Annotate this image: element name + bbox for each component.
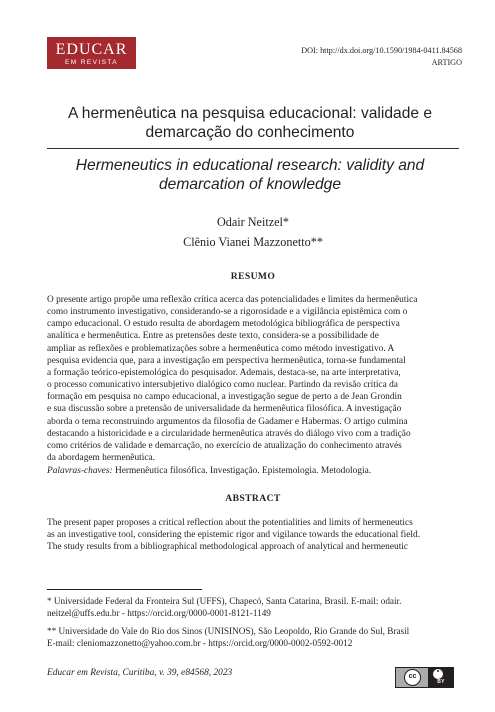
resumo-line: como critérios de validade e demarcação, no exercício de atualização do conhecimento através <box>47 440 402 451</box>
creative-commons-by-icon[interactable] <box>395 667 454 688</box>
footnote-2-line2: E-mail: cleniomazzonetto@yahoo.com.br - https://orcid.org/0000-0002-0592-0012 <box>47 638 353 649</box>
footnote-divider <box>47 589 202 590</box>
abstract-body <box>47 517 459 553</box>
resumo-line: campo educacional. O estudo resulta de abordagem metodológica bibliográfica de perspectiva <box>47 319 400 330</box>
resumo-line: da abordagem hermenêutica. <box>47 453 156 464</box>
footnote-2-line1: ** Universidade do Vale do Rio dos Sinos (UNISINOS), São Leopoldo, Rio Grande do Sul, Brasil <box>47 626 410 636</box>
resumo-line: O presente artigo propõe uma reflexão crítica acerca das potencialidades e limites da hermenêutica <box>47 295 418 305</box>
cc-logo-icon: cc <box>404 669 421 686</box>
cc-left-panel <box>396 668 428 687</box>
logo-subtitle: EM REVISTA <box>65 59 118 66</box>
title-en-line1: Hermeneutics in educational research: validity and <box>75 157 425 174</box>
author-2: Clênio Vianei Mazzonetto** <box>183 235 323 249</box>
resumo-heading: RESUMO <box>230 271 276 282</box>
resumo-line: o processo comunicativo intersubjetivo dialógico como nuclear. Partindo da revisão crítica da <box>47 380 398 391</box>
resumo-line: aborda o tema reconstruindo argumentos da filosofia de Gadamer e Habermas. O artigo culmina <box>47 416 408 427</box>
footnote-1-line1: * Universidade Federal da Fronteira Sul (UFFS), Chapecó, Santa Catarina, Brasil. E-mail: odair. <box>47 596 402 606</box>
resumo-line: destacando a historicidade e a circularidade hermenêutica através do diálogo vivo com a tradição <box>47 428 411 439</box>
title-portuguese <box>40 104 460 142</box>
abstract-line: as an investigative tool, considering the epistemic rigor and vigilance towards the educational field. <box>47 530 421 541</box>
article-type: ARTIGO <box>431 58 462 67</box>
title-pt-line2: demarcação do conhecimento <box>145 124 355 141</box>
title-pt-line1: A hermenêutica na pesquisa educacional: validade e <box>67 105 433 122</box>
resumo-line: pesquisa evidencia que, para a investigação em perspectiva hermenêutica, torna-se fundamental <box>47 355 406 366</box>
resumo-body <box>47 294 459 464</box>
resumo-line: analítica e hermenêutica. Entre as pretensões deste texto, considera-se a possibilidade de <box>47 331 379 342</box>
resumo-line: a formação teórico-epistemológica do pesquisador. Ademais, destaca-se, na arte interpretativa, <box>47 367 401 378</box>
journal-logo <box>47 37 136 69</box>
cc-by-label: BY <box>437 679 445 685</box>
resumo-line: ampliar as reflexões e problematizações sobre a hermenêutica como método investigativo. A <box>47 343 395 354</box>
doi-link[interactable]: DOI: http://dx.doi.org/10.1590/1984-0411.84568 <box>301 46 462 55</box>
footnote-1 <box>47 595 459 619</box>
footnote-1-line2: neitzel@uffs.edu.br - https://orcid.org/0000-0001-8121-1149 <box>47 608 271 619</box>
abstract-line: The present paper proposes a critical reflection about the potentialities and limits of hermeneutics <box>47 518 413 528</box>
keywords-label: Palavras-chaves: <box>47 466 113 476</box>
title-english <box>40 156 460 194</box>
attribution-person-icon <box>433 669 443 679</box>
abstract-heading: ABSTRACT <box>225 493 281 504</box>
title-divider <box>47 148 459 149</box>
footnote-2 <box>47 625 459 649</box>
keywords <box>47 466 459 476</box>
title-en-line2: demarcation of knowledge <box>158 176 342 193</box>
resumo-line: como instrumento investigativo, considerando-se a rigorosidade e a vigilância epistêmica com o <box>47 307 408 318</box>
resumo-line: e sua discussão sobre a pretensão de universalidade da hermenêutica filosófica. A investigação <box>47 404 402 415</box>
journal-citation: Educar em Revista, Curitiba, v. 39, e84568, 2023 <box>47 668 233 678</box>
keywords-list: Hermenêutica filosófica. Investigação. Epistemologia. Metodologia. <box>114 466 372 476</box>
author-1: Odair Neitzel* <box>216 215 290 229</box>
logo-title: EDUCAR <box>55 41 128 58</box>
resumo-line: formação em pesquisa no campo educacional, a investigação segue de perto a de Jean Grondin <box>47 392 402 403</box>
abstract-line: The study results from a bibliographical methodological approach of analytical and hermeneutic <box>47 542 409 553</box>
